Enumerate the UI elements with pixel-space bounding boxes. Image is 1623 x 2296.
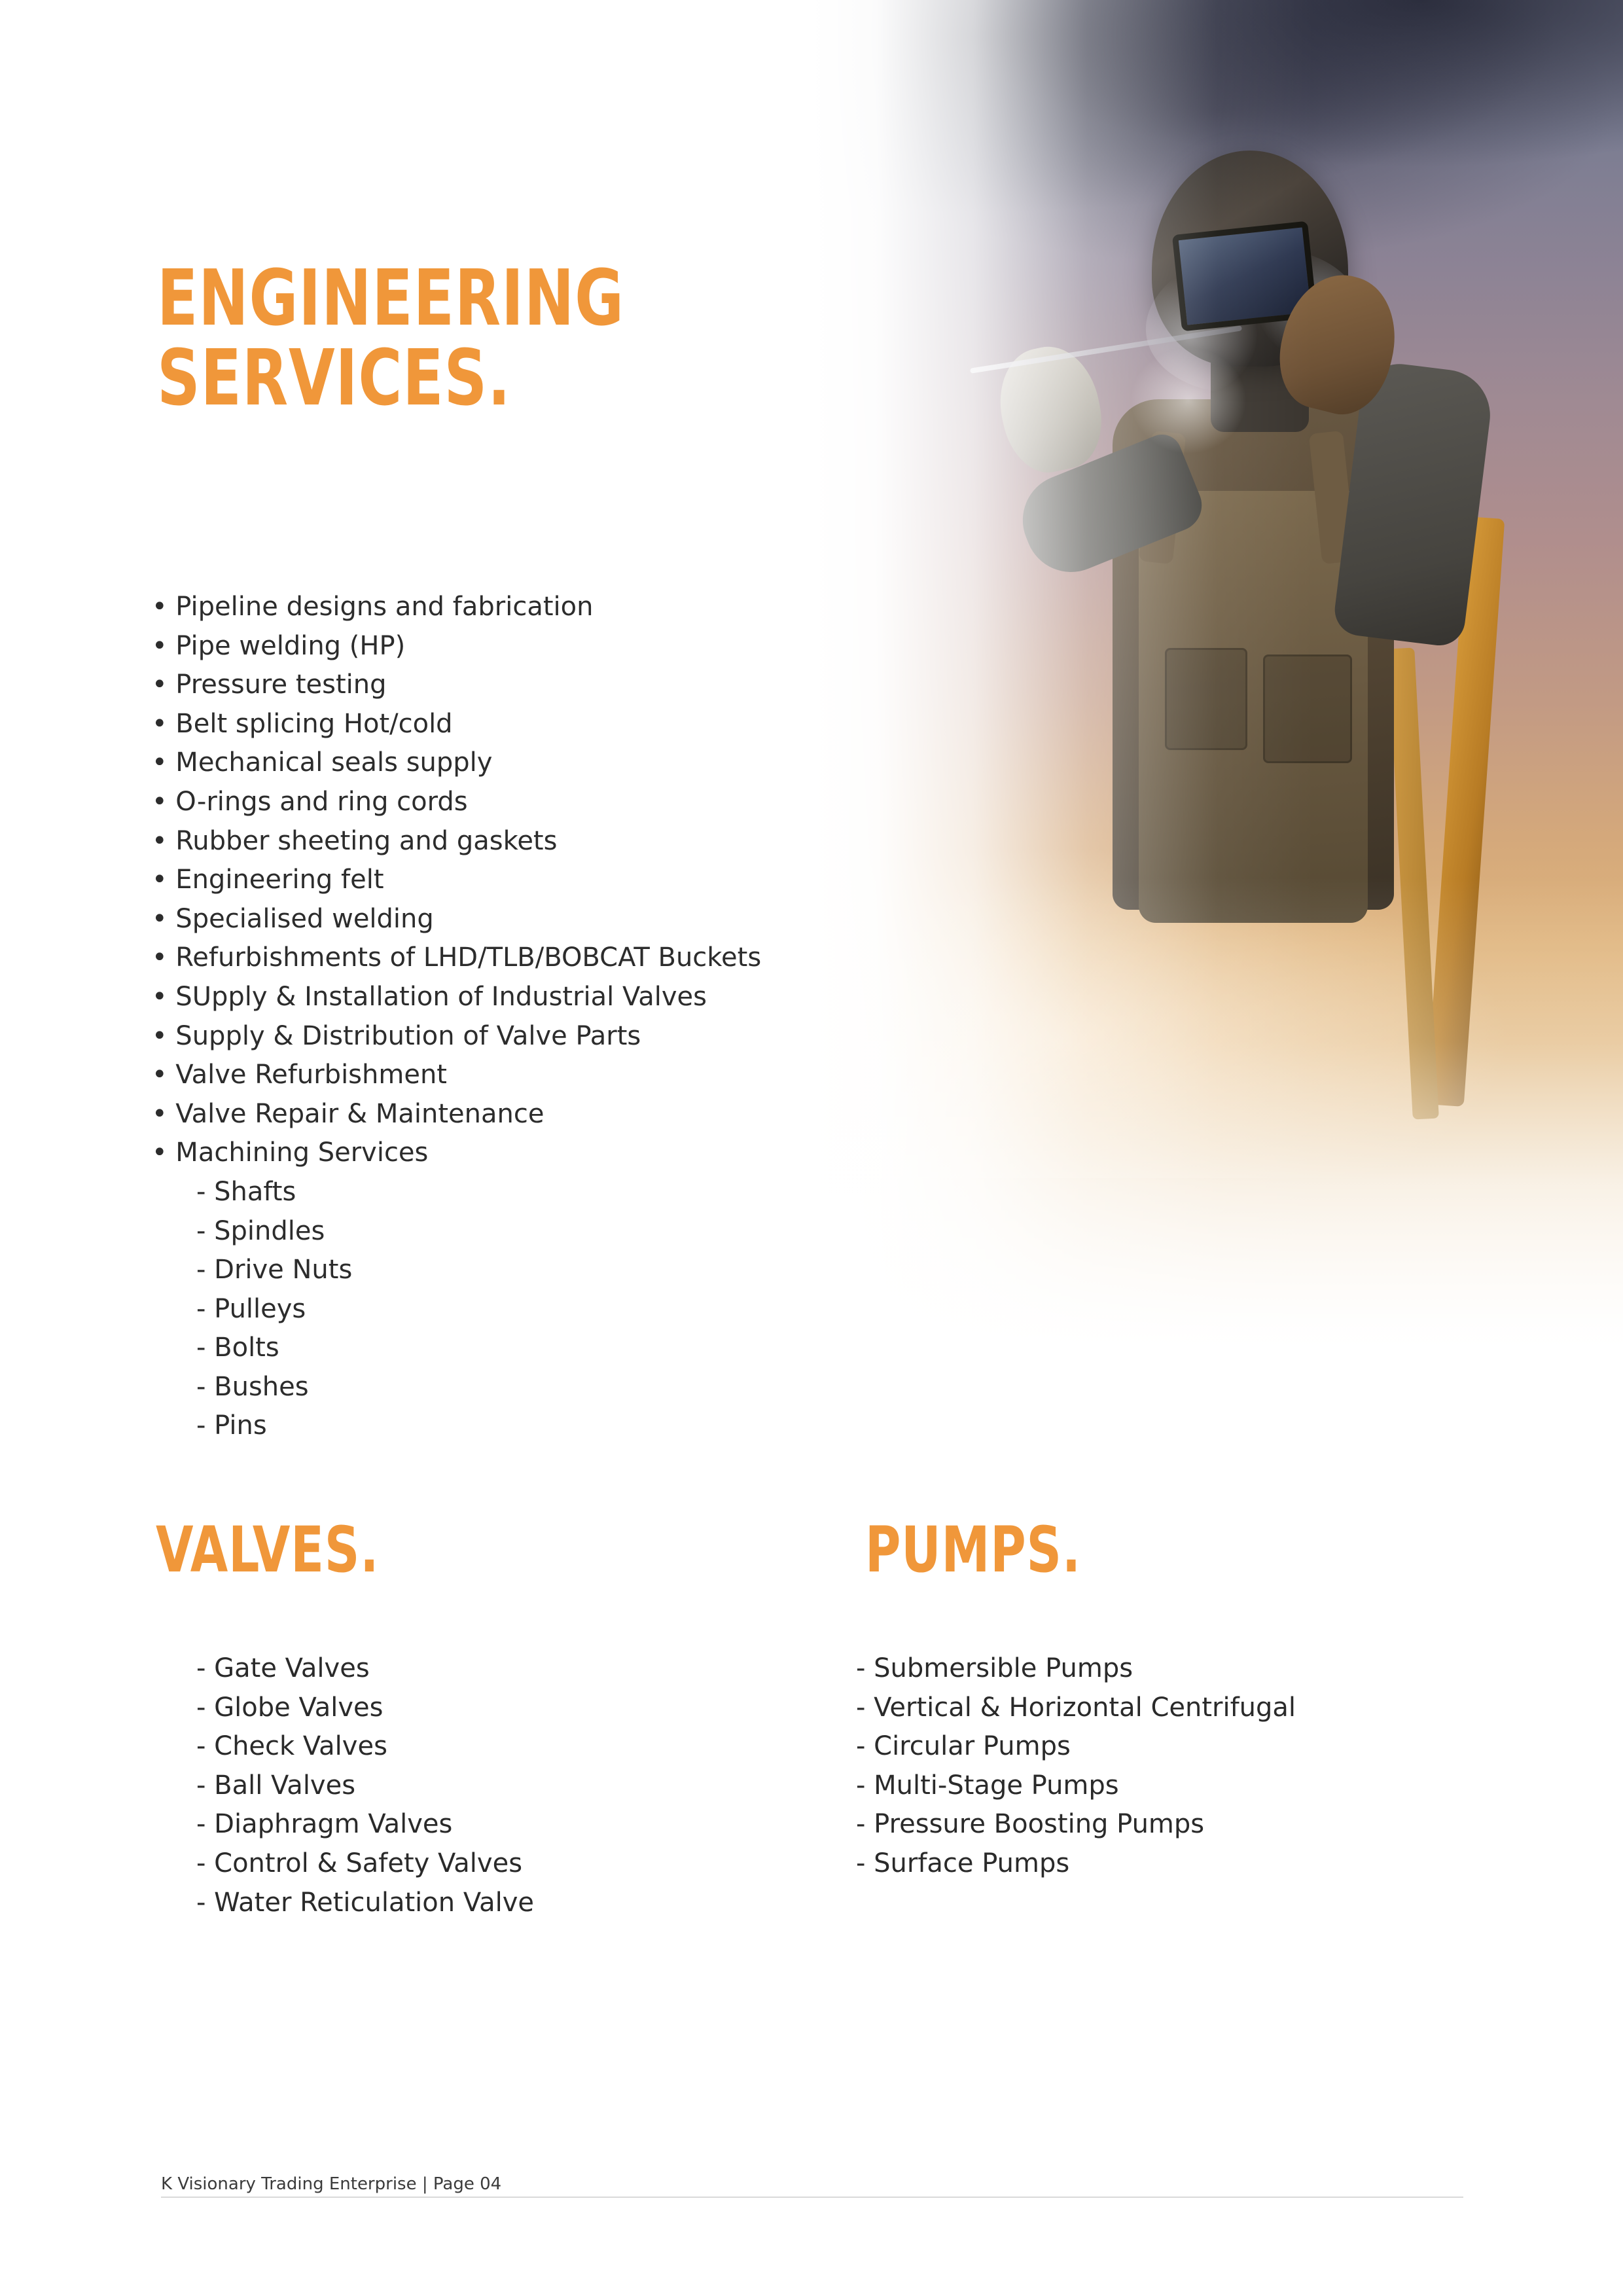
list-item: • Refurbishments of LHD/TLB/BOBCAT Buckets — [152, 942, 762, 973]
pumps-list — [856, 1649, 1510, 1884]
list-item: • Rubber sheeting and gaskets — [152, 825, 558, 856]
list-item: • SUpply & Installation of Industrial Valves — [152, 981, 707, 1012]
list-sub-item: - Pins — [196, 1410, 267, 1441]
list-item: - Vertical & Horizontal Centrifugal — [856, 1692, 1296, 1723]
list-item: • Valve Refurbishment — [152, 1060, 447, 1090]
pumps-title: PUMPS. — [865, 1513, 1081, 1587]
list-item: - Diaphragm Valves — [196, 1809, 453, 1840]
list-item: - Submersible Pumps — [856, 1653, 1133, 1683]
list-sub-item: - Bushes — [196, 1371, 309, 1402]
list-item: - Surface Pumps — [856, 1848, 1070, 1878]
list-item: • Engineering felt — [152, 865, 384, 895]
list-item: • Supply & Distribution of Valve Parts — [152, 1020, 641, 1051]
engineering-services-title — [157, 253, 776, 423]
list-sub-item: - Shafts — [196, 1176, 296, 1207]
footer-divider — [161, 2197, 1463, 2198]
list-item: • Valve Repair & Maintenance — [152, 1098, 544, 1129]
list-sub-item: - Bolts — [196, 1333, 279, 1363]
list-item: • Mechanical seals supply — [152, 747, 493, 778]
valves-title: VALVES. — [156, 1513, 380, 1587]
list-item: - Control & Safety Valves — [196, 1848, 523, 1878]
list-item: • Belt splicing Hot/cold — [152, 708, 453, 739]
list-sub-item: - Spindles — [196, 1215, 325, 1246]
list-item: • Pipe welding (HP) — [152, 630, 406, 661]
list-item: - Ball Valves — [196, 1770, 356, 1801]
valves-list — [196, 1649, 785, 1922]
page-footer — [161, 2174, 1470, 2198]
list-item: - Circular Pumps — [856, 1731, 1071, 1762]
page-label: K Visionary Trading Enterprise | Page 04 — [161, 2174, 512, 2194]
list-item: - Multi-Stage Pumps — [856, 1770, 1119, 1801]
services-title-line2: SERVICES. — [157, 332, 511, 423]
list-item: • O-rings and ring cords — [152, 786, 468, 817]
list-item: - Water Reticulation Valve — [196, 1887, 534, 1918]
list-sub-item: - Drive Nuts — [196, 1255, 353, 1285]
list-item: - Check Valves — [196, 1731, 387, 1762]
list-item: - Gate Valves — [196, 1653, 370, 1683]
list-item: - Pressure Boosting Pumps — [856, 1809, 1205, 1840]
list-item: • Specialised welding — [152, 903, 434, 934]
list-item: • Pressure testing — [152, 670, 387, 700]
list-item: - Globe Valves — [196, 1692, 383, 1723]
list-item: • Pipeline designs and fabrication — [152, 592, 594, 622]
list-sub-item: - Pulleys — [196, 1293, 306, 1324]
services-title-line1: ENGINEERING — [157, 253, 624, 343]
list-item: • Machining Services — [152, 1138, 429, 1168]
engineering-services-list — [152, 588, 970, 1446]
